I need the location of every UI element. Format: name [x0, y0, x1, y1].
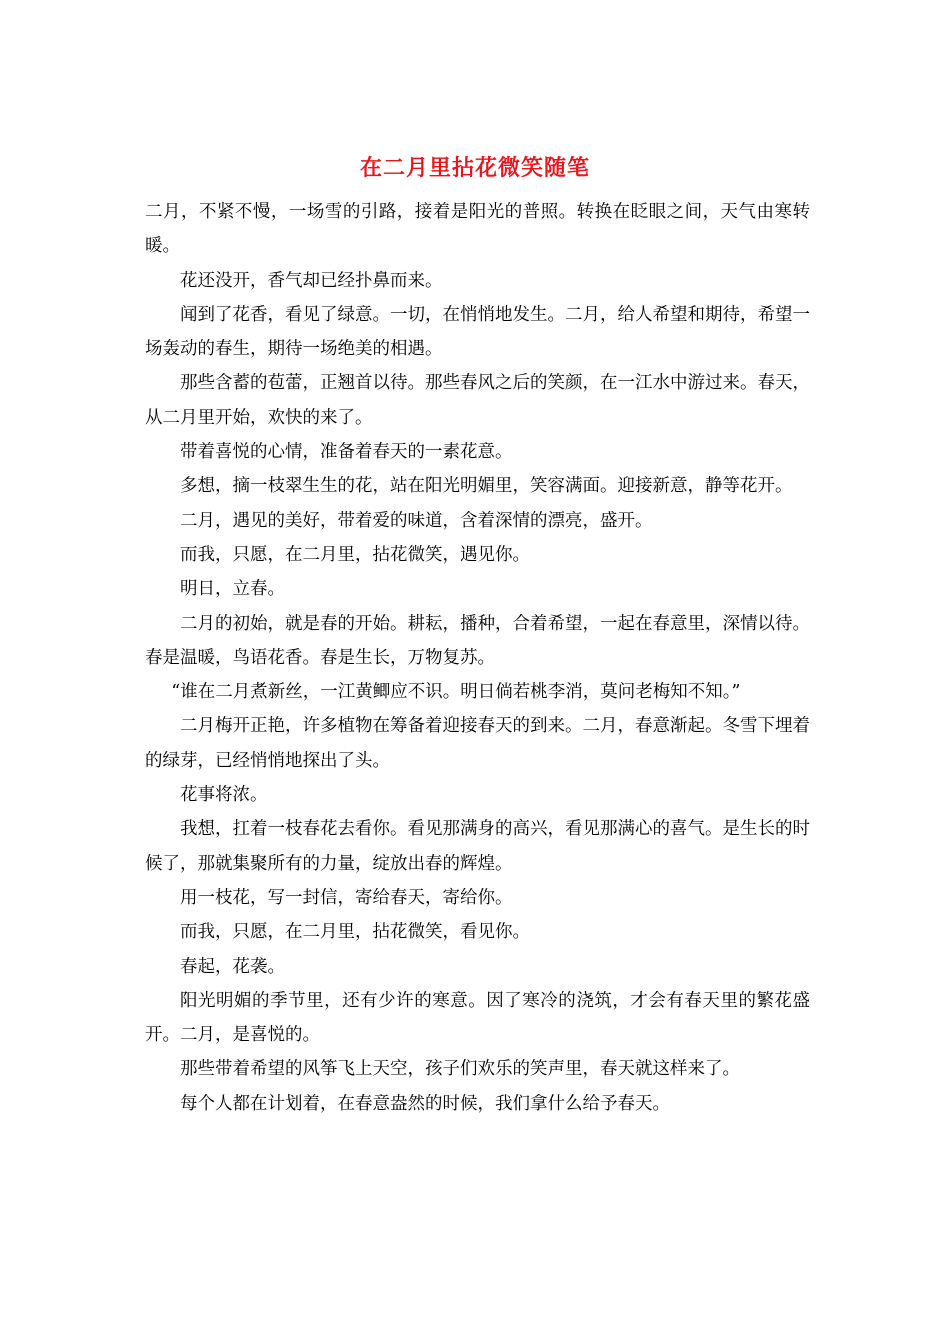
paragraph: 花还没开，香气却已经扑鼻而来。 — [180, 270, 443, 291]
paragraph: 二月，遇见的美好，带着爱的味道，含着深情的漂亮，盛开。 — [180, 510, 653, 531]
paragraph: 而我，只愿，在二月里，拈花微笑，看见你。 — [180, 922, 530, 943]
document-body — [145, 195, 810, 1121]
paragraph: 春起，花袭。 — [180, 956, 285, 977]
paragraph: 明日，立春。 — [180, 579, 285, 600]
paragraph: 二月，不紧不慢，一场雪的引路，接着是阳光的普照。转换在眨眼之间，天气由寒转暖。 — [145, 202, 810, 257]
paragraph: 我想，扛着一枝春花去看你。看见那满身的高兴，看见那满心的喜气。是生长的时候了，那就集聚所有的力量，绽放出春的辉煌。 — [145, 819, 810, 874]
paragraph: 那些带着希望的风筝飞上天空，孩子们欢乐的笑声里，春天就这样来了。 — [180, 1059, 740, 1080]
paragraph: 用一枝花，写一封信，寄给春天，寄给你。 — [180, 887, 513, 908]
document-title: 在二月里拈花微笑随笔 — [359, 155, 590, 181]
paragraph: 而我，只愿，在二月里，拈花微笑，遇见你。 — [180, 544, 530, 565]
paragraph: 那些含蓄的苞蕾，正翘首以待。那些春风之后的笑颜，在一江水中游过来。春天，从二月里开始，欢快的来了。 — [145, 373, 810, 428]
paragraph: 多想，摘一枝翠生生的花，站在阳光明媚里，笑容满面。迎接新意，静等花开。 — [180, 476, 793, 497]
paragraph: 闻到了花香，看见了绿意。一切，在悄悄地发生。二月，给人希望和期待，希望一场轰动的春生，期待一场绝美的相遇。 — [145, 304, 810, 360]
quote-paragraph: “谁在二月煮新丝，一江黄鲫应不识。明日倘若桃李消，莫问老梅知不知。” — [171, 682, 741, 703]
paragraph: 带着喜悦的心情，准备着春天的一素花意。 — [180, 442, 513, 463]
paragraph: 阳光明媚的季节里，还有少许的寒意。因了寒冷的浇筑，才会有春天里的繁花盛开。二月，是喜悦的。 — [145, 990, 810, 1046]
paragraph: 二月的初始，就是春的开始。耕耘，播种，合着希望，一起在春意里，深情以待。春是温暖，鸟语花香。春是生长，万物复苏。 — [145, 613, 810, 668]
paragraph: 每个人都在计划着，在春意盎然的时候，我们拿什么给予春天。 — [180, 1093, 670, 1114]
paragraph: 花事将浓。 — [180, 785, 268, 806]
paragraph: 二月梅开正艳，许多植物在筹备着迎接春天的到来。二月，春意渐起。冬雪下埋着的绿芽，已经悄悄地探出了头。 — [145, 716, 810, 771]
